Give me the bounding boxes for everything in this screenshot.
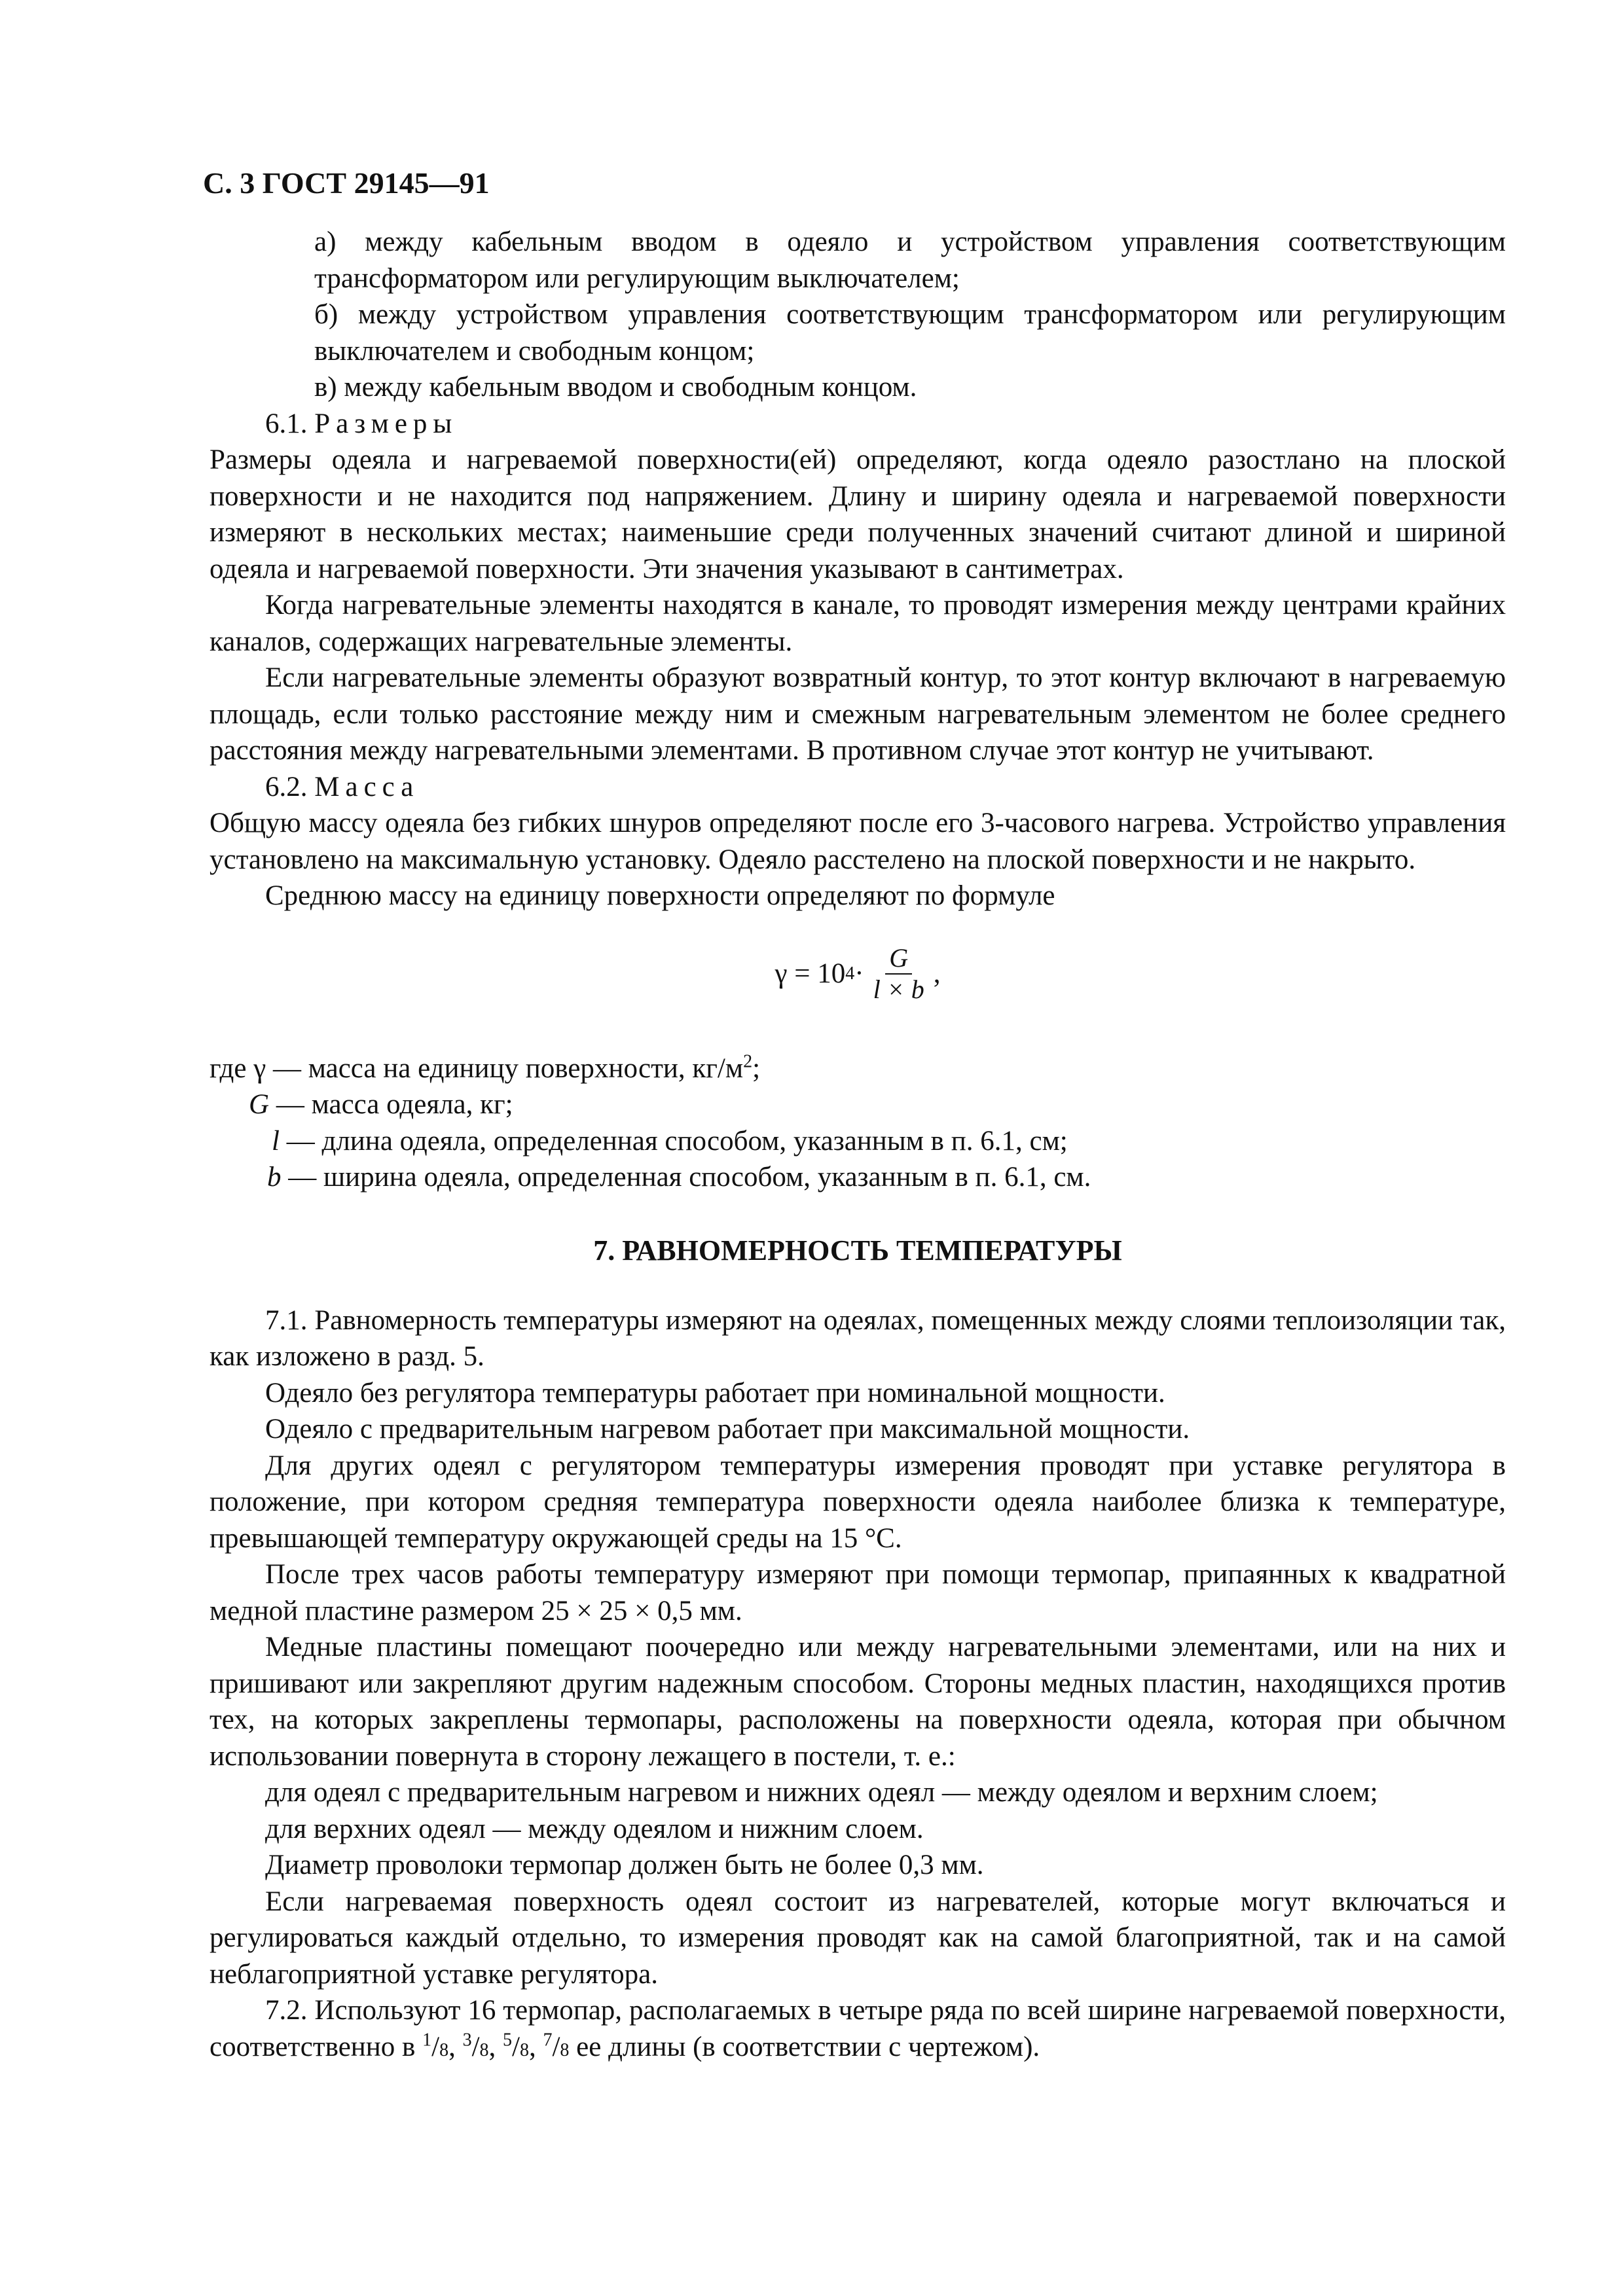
paragraph: для верхних одеял — между одеялом и нижним слоем.: [265, 1813, 924, 1844]
paragraph: Если нагревательные элементы образуют возвратный контур, то этот контур включают в нагреваемую площадь, если только расстояние между ним и смежным нагревательным элементом не более среднего расстояния между нагревательными элементами. В противном случае этот контур не учитывают.: [210, 662, 1506, 766]
legend-item: b — ширина одеяла, определенная способом, указанным в п. 6.1, см.: [267, 1162, 1091, 1193]
legend-item: l — длина одеяла, определенная способом, указанным в п. 6.1, см;: [272, 1125, 1068, 1157]
paragraph-7-2: 7.2. Используют 16 термопар, располагаемых в четыре ряда по всей ширине нагреваемой поверхности, соответственно в $^1$/8, $^3$/8, $^5$/8, $^7$/8 ее длины (в соответствии с чертежом).: [210, 1995, 1506, 2062]
paragraph: Среднюю массу на единицу поверхности определяют по формуле: [265, 880, 1055, 911]
list-item: а) между кабельным вводом в одеяло и устройством управления соответствующим трансформатором или регулирующим выключателем;: [314, 226, 1506, 294]
paragraph: Общую массу одеяла без гибких шнуров определяют после его 3-часового нагрева. Устройство управления установлено на максимальную установку. Одеяло расстелено на плоской поверхности и не накрыто.: [210, 808, 1506, 875]
paragraph: Одеяло без регулятора температуры работает при номинальной мощности.: [265, 1377, 1165, 1408]
list-item: в) между кабельным вводом и свободным концом.: [314, 372, 917, 403]
section-6-1-heading: 6.1. Размеры: [265, 408, 458, 439]
paragraph: Одеяло с предварительным нагревом работает при максимальной мощности.: [265, 1414, 1190, 1444]
paragraph: Когда нагревательные элементы находятся в канале, то проводят измерения между центрами крайних каналов, содержащих нагревательные элементы.: [210, 590, 1506, 657]
paragraph: Если нагреваемая поверхность одеял состоит из нагревателей, которые могут включаться и регулироваться каждый отдельно, то измерения проводят как на самой благоприятной, так и на самой неблагоприятной уставке регулятора.: [210, 1886, 1506, 1990]
formula-fraction: $\frac{G}{l \times b}$: [873, 942, 924, 1004]
paragraph: 7.1. Равномерность температуры измеряют на одеялах, помещенных между слоями теплоизоляции так, как изложено в разд. 5.: [210, 1304, 1506, 1372]
paragraph: Размеры одеяла и нагреваемой поверхности(ей) определяют, когда одеяло разостлано на плоской поверхности и не находится под напряжением. Длину и ширину одеяла и нагреваемой поверхности измеряют в нескольких местах; наименьшие среди полученных значений считают длиной и шириной одеяла и нагреваемой поверхности. Эти значения указывают в сантиметрах.: [210, 444, 1506, 584]
connection-list: [314, 224, 1506, 406]
paragraph: Медные пластины помещают поочередно или между нагревательными элементами, или на них и пришивают или закрепляют другим надежным способом. Стороны медных пластин, находящихся против тех, на которых закреплены термопары, расположены на поверхности одеяла, которая при обычном использовании повернута в сторону лежащего в постели, т. е.:: [210, 1632, 1506, 1772]
section-7-title: 7. РАВНОМЕРНОСТЬ ТЕМПЕРАТУРЫ: [593, 1234, 1122, 1266]
paragraph: После трех часов работы температуру измеряют при помощи термопар, припаянных к квадратной медной пластине размером 25 × 25 × 0,5 мм.: [210, 1559, 1506, 1626]
document-page: [203, 164, 1506, 2068]
legend-gamma: где γ — масса на единицу поверхности, $кг/м^2$;: [210, 1051, 761, 1084]
paragraph: для одеял с предварительным нагревом и нижних одеял — между одеялом и верхним слоем;: [265, 1777, 1378, 1808]
page-header: С. 3 ГОСТ 29145—91: [203, 166, 490, 200]
list-item: б) между устройством управления соответствующим трансформатором или регулирующим выключателем и свободным концом;: [314, 299, 1506, 367]
section-6-2-heading: 6.2. Масса: [265, 771, 420, 802]
paragraph: Диаметр проволоки термопар должен быть не более 0,3 мм.: [265, 1850, 984, 1880]
legend-item: G — масса одеяла, кг;: [249, 1089, 513, 1120]
mass-formula: γ = 10 4 · $\frac{G}{l \times b}$ ,: [775, 942, 941, 1004]
formula-legend: [210, 1050, 1506, 1196]
paragraph: Для других одеял с регулятором температуры измерения проводят при уставке регулятора в положение, при котором средняя температура поверхности одеяла наиболее близка к температуре, превышающей температуру окружающей среды на 15 °С.: [210, 1450, 1506, 1554]
